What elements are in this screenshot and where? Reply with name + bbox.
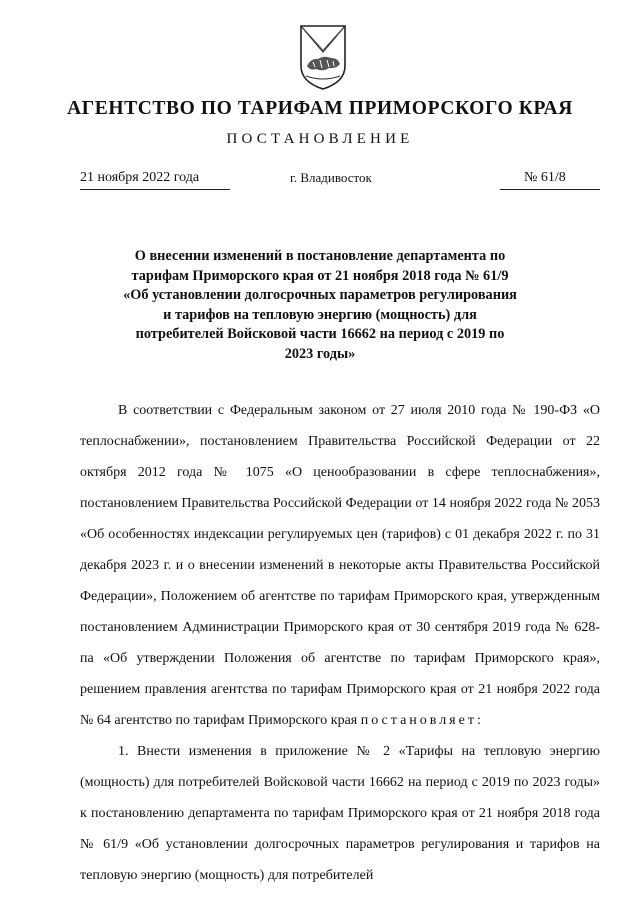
date-underline [80,189,230,190]
agency-name: АГЕНТСТВО ПО ТАРИФАМ ПРИМОРСКОГО КРАЯ [67,98,573,119]
body-paragraph-item-1: 1. Внести изменения в приложение № 2 «Тарифы на тепловую энергию (мощность) для потребителей Войсковой части 16662 на период с 2019 по 2023 годы» к постановлению департамента по тарифам Приморского края от 21 ноября 2018 года № 61/9 «Об установлении долгосрочных параметров регулирования и тарифов на тепловую энергию (мощность) для потребителей [80,744,600,883]
body-paragraph-preamble [80,395,600,736]
document-number: № 61/8 [524,170,566,185]
document-title: О внесении изменений в постановление департамента по тарифам Приморского края от 21 ноября 2018 года № 61/9 «Об установлении долгосрочных параметров регулирования и тарифов на тепловую энергию (мощность) для потребителей Войсковой части 16662 на период с 2019 по 2023 годы» [123,248,517,362]
document-date: 21 ноября 2022 года [80,170,200,185]
preamble-verb: постановляет: [360,713,484,728]
document-city: г. Владивосток [290,170,372,185]
preamble-text: В соответствии с Федеральным законом от 27 июля 2010 года № 190-ФЗ «О теплоснабжении», постановлением Правительства Российской Федерации от 22 октября 2012 года № 1075 «О ценообразовании в сфере теплоснабжения», постановлением Правительства Российской Федерации от 14 ноября 2022 года № 2053 «Об особенностях индексации регулируемых цен (тарифов) с 01 декабря 2022 г. по 31 декабря 2023 г. и о внесении изменений в некоторые акты Правительства Российской Федерации», Положением об агентстве по тарифам Приморского края, утвержденным постановлением Администрации Приморского края от 30 сентября 2019 года № 628-па «Об утверждении Положения об агентстве по тарифам Приморского края», решением правления агентства по тарифам Приморского края от 21 ноября 2022 года № 64 агентство по тарифам Приморского края [80,403,600,728]
document-body [80,395,600,891]
primorsky-krai-coat-of-arms-icon [298,22,348,92]
number-underline [500,189,600,190]
document-type: ПОСТАНОВЛЕНИЕ [226,131,414,147]
